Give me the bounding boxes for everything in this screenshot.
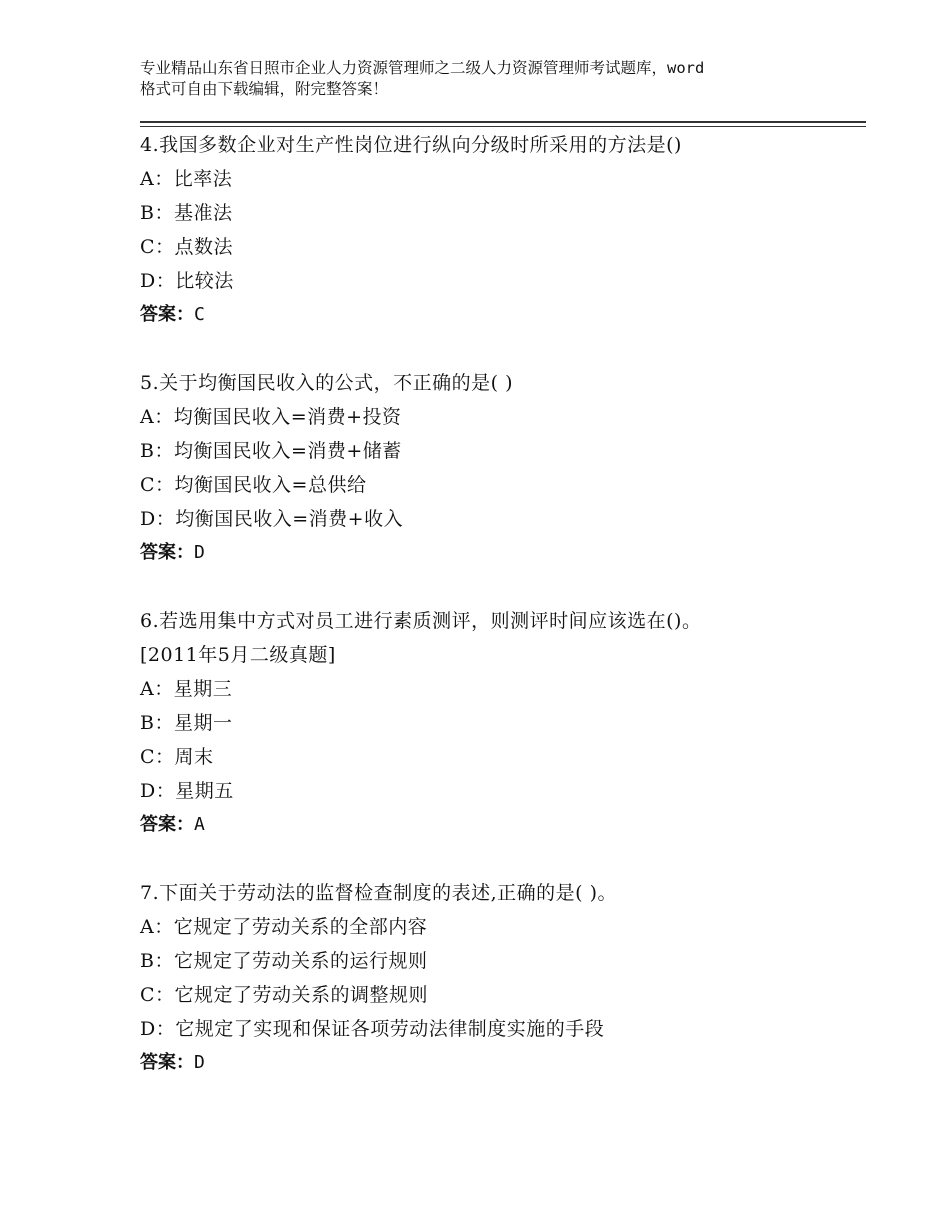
option-b: B：星期一 — [140, 712, 233, 734]
question-7 — [140, 876, 860, 1080]
question-5 — [140, 366, 860, 570]
option-d: D：均衡国民收入=消费+收入 — [140, 508, 404, 530]
question-spacer — [140, 332, 860, 366]
header-line-2: 格式可自由下载编辑，附完整答案！ — [140, 80, 389, 98]
question-6 — [140, 604, 860, 842]
option-a: A：均衡国民收入=消费+投资 — [140, 406, 402, 428]
option-d: D：星期五 — [140, 780, 234, 802]
option-b: B：它规定了劳动关系的运行规则 — [140, 950, 428, 972]
question-stem: 4.我国多数企业对生产性岗位进行纵向分级时所采用的方法是() — [140, 134, 682, 156]
answer-value: D — [194, 542, 205, 563]
question-spacer — [140, 842, 860, 876]
option-c: C：它规定了劳动关系的调整规则 — [140, 984, 429, 1006]
option-a: A：比率法 — [140, 168, 233, 190]
answer-line — [140, 536, 860, 570]
option-d: D：它规定了实现和保证各项劳动法律制度实施的手段 — [140, 1018, 605, 1040]
answer-value: C — [194, 304, 205, 325]
question-list — [140, 128, 860, 1080]
answer-label: 答案： — [140, 814, 194, 835]
option-c: C：点数法 — [140, 236, 234, 258]
answer-label: 答案： — [140, 1052, 194, 1073]
option-d: D：比较法 — [140, 270, 234, 292]
answer-line — [140, 298, 860, 332]
header-line-1: 专业精品山东省日照市企业人力资源管理师之二级人力资源管理师考试题库，word — [140, 59, 705, 77]
option-c: C：周末 — [140, 746, 214, 768]
question-stem: 6.若选用集中方式对员工进行素质测评，则测评时间应该选在()。 — [140, 610, 702, 632]
answer-label: 答案： — [140, 304, 194, 325]
question-stem: 7.下面关于劳动法的监督检查制度的表述,正确的是( )。 — [140, 882, 618, 904]
header-divider-thin — [140, 126, 866, 127]
question-4 — [140, 128, 860, 332]
question-stem: 5.关于均衡国民收入的公式，不正确的是( ) — [140, 372, 513, 394]
option-b: B：基准法 — [140, 202, 233, 224]
document-header — [140, 58, 840, 100]
answer-value: D — [194, 1052, 205, 1073]
answer-value: A — [194, 814, 205, 835]
answer-label: 答案： — [140, 542, 194, 563]
question-spacer — [140, 570, 860, 604]
option-a: A：它规定了劳动关系的全部内容 — [140, 916, 428, 938]
option-b: B：均衡国民收入=消费+储蓄 — [140, 440, 402, 462]
answer-line — [140, 808, 860, 842]
option-a: A：星期三 — [140, 678, 233, 700]
option-c: C：均衡国民收入=总供给 — [140, 474, 367, 496]
header-divider-thick — [140, 121, 866, 123]
question-source: [2011年5月二级真题] — [140, 644, 336, 666]
answer-line — [140, 1046, 860, 1080]
